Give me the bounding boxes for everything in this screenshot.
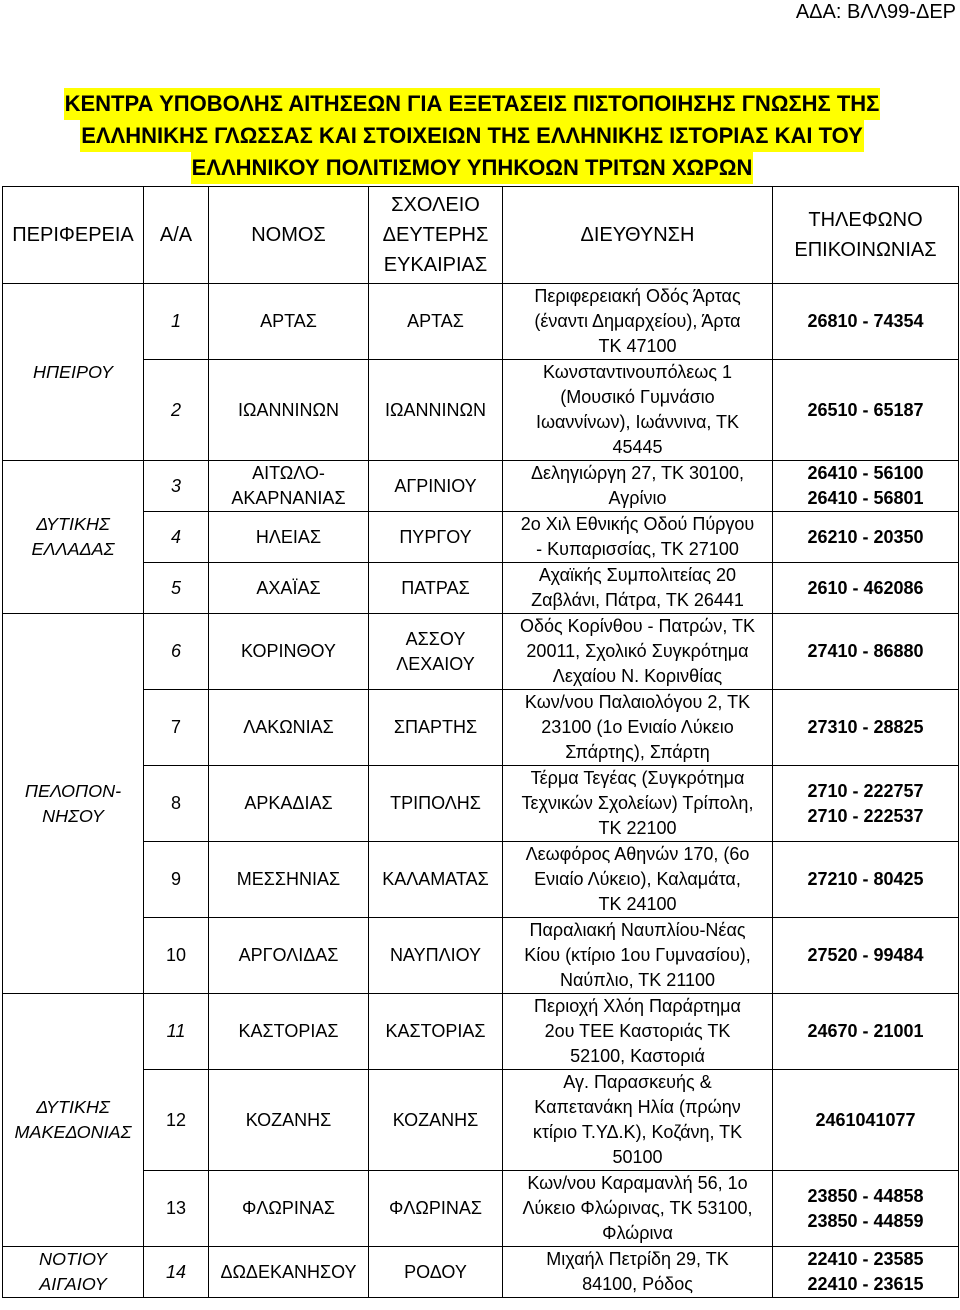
header-address-label: ΔΙΕΥΘΥΝΣΗ: [580, 224, 695, 246]
school-cell: [369, 360, 503, 461]
school-name: ΛΕΧΑΙΟΥ: [396, 653, 475, 674]
phone-number: 24670 - 21001: [807, 1021, 924, 1041]
table-row: [3, 918, 959, 994]
row-number: 9: [144, 842, 209, 918]
header-phone-label: ΤΗΛΕΦΩΝΟ: [808, 209, 923, 231]
school-cell: [369, 1070, 503, 1171]
address-cell: [503, 563, 773, 614]
nomos-name: ΑΙΤΩΛΟ-: [252, 463, 325, 483]
nomos-name: ΑΡΤΑΣ: [260, 311, 317, 331]
row-number: 3: [144, 461, 209, 512]
address-line: ΤΚ 22100: [598, 818, 677, 838]
phone-number: 2610 - 462086: [807, 577, 924, 598]
phone-number: 27210 - 80425: [807, 869, 924, 889]
header-phone: [773, 187, 959, 284]
phone-number: 22410 - 23615: [807, 1274, 924, 1294]
table-row: [3, 563, 959, 614]
address-line: 50100: [612, 1147, 663, 1167]
address-line: Κωνσταντινουπόλεως 1: [542, 362, 733, 382]
school-cell: [369, 461, 503, 512]
phone-number: 26510 - 65187: [807, 399, 924, 420]
address-line: 2ο Χιλ Εθνικής Οδού Πύργου: [520, 514, 755, 534]
phone-number: 27520 - 99484: [807, 945, 924, 965]
table-row: [3, 690, 959, 766]
row-number: 1: [144, 284, 209, 360]
title-line: [0, 120, 944, 152]
nomos-cell: [209, 614, 369, 690]
phone-cell: [773, 842, 959, 918]
nomos-cell: [209, 690, 369, 766]
nomos-cell: [209, 918, 369, 994]
region-cell: [3, 994, 144, 1247]
phone-cell: [773, 690, 959, 766]
address-line: (Μουσικό Γυμνάσιο: [560, 387, 715, 407]
nomos-name: ΔΩΔΕΚΑΝΗΣΟΥ: [220, 1261, 357, 1282]
address-line: Μιχαήλ Πετρίδη 29, ΤΚ: [546, 1249, 729, 1269]
ada-code: ΑΔΑ: ΒΛΛ99-ΔΕΡ: [795, 1, 956, 23]
region-name: ΕΛΛΑΔΑΣ: [31, 539, 115, 559]
school-name: ΚΑΣΤΟΡΙΑΣ: [385, 1021, 486, 1041]
address-cell: [503, 512, 773, 563]
phone-number: 22410 - 23585: [807, 1249, 924, 1269]
nomos-name: ΦΛΩΡΙΝΑΣ: [242, 1198, 335, 1218]
nomos-name: ΑΡΚΑΔΙΑΣ: [244, 793, 333, 813]
address-cell: [503, 1171, 773, 1247]
nomos-cell: [209, 1070, 369, 1171]
address-cell: [503, 1247, 773, 1298]
region-cell: [3, 614, 144, 994]
nomos-cell: [209, 563, 369, 614]
nomos-name: ΛΑΚΩΝΙΑΣ: [243, 717, 334, 737]
nomos-name: ΚΟΡΙΝΘΟΥ: [241, 641, 336, 661]
phone-cell: [773, 512, 959, 563]
header-aa: [144, 187, 209, 284]
table-row: [3, 1171, 959, 1247]
nomos-name: ΚΟΖΑΝΗΣ: [245, 1109, 332, 1130]
phone-cell: [773, 918, 959, 994]
address-cell: [503, 284, 773, 360]
school-cell: [369, 918, 503, 994]
address-line: Καπετανάκη Ηλία (πρώην: [534, 1097, 741, 1117]
table-row: [3, 360, 959, 461]
table-row: [3, 512, 959, 563]
school-name: ΑΣΣΟΥ: [405, 628, 466, 649]
header-school-label: ΔΕΥΤΕΡΗΣ: [382, 224, 489, 246]
phone-cell: [773, 360, 959, 461]
region-name: ΑΙΓΑΙΟΥ: [39, 1274, 107, 1294]
region-cell: [3, 284, 144, 461]
table-row: [3, 461, 959, 512]
address-line: Ναύπλιο, ΤΚ 21100: [559, 970, 716, 990]
address-line: 20011, Σχολικό Συγκρότημα: [526, 641, 749, 661]
title-line: [0, 88, 944, 120]
region-cell: [3, 461, 144, 614]
table-row: [3, 1070, 959, 1171]
address-line: 84100, Ρόδος: [582, 1274, 693, 1294]
row-number: 13: [144, 1171, 209, 1247]
table-row: [3, 994, 959, 1070]
header-region-label: ΠΕΡΙΦΕΡΕΙΑ: [12, 224, 134, 246]
school-cell: [369, 842, 503, 918]
nomos-name: ΑΡΓΟΛΙΔΑΣ: [238, 945, 339, 965]
table-body: [3, 284, 959, 1298]
phone-cell: [773, 1070, 959, 1171]
nomos-name: ΑΚΑΡΝΑΝΙΑΣ: [231, 488, 346, 508]
header-school-label: ΣΧΟΛΕΙΟ: [391, 194, 480, 216]
phone-cell: [773, 284, 959, 360]
nomos-cell: [209, 1171, 369, 1247]
region-cell: [3, 1247, 144, 1298]
region-name: ΝΟΤΙΟΥ: [38, 1249, 108, 1269]
region-name: ΔΥΤΙΚΗΣ: [36, 514, 110, 534]
address-line: Δεληγιώργη 27, ΤΚ 30100,: [530, 463, 745, 483]
address-line: Περιοχή Χλόη Παράρτημα: [534, 996, 741, 1016]
phone-number: 26810 - 74354: [807, 311, 924, 331]
address-line: Ενιαίο Λύκειο), Καλαμάτα,: [534, 869, 741, 889]
nomos-name: ΚΑΣΤΟΡΙΑΣ: [238, 1021, 339, 1041]
school-cell: [369, 690, 503, 766]
phone-cell: [773, 461, 959, 512]
header-school-label: ΕΥΚΑΙΡΙΑΣ: [383, 254, 488, 276]
address-line: Λύκειο Φλώρινας, ΤΚ 53100,: [522, 1198, 753, 1218]
address-line: (έναντι Δημαρχείου), Άρτα: [534, 311, 741, 331]
region-name: ΠΕΛΟΠΟΝ-: [24, 780, 122, 801]
header-school: [369, 187, 503, 284]
phone-number: 27310 - 28825: [807, 717, 924, 737]
address-line: 23100 (1ο Ενιαίο Λύκειο: [541, 717, 734, 737]
nomos-cell: [209, 842, 369, 918]
phone-cell: [773, 994, 959, 1070]
header-address: [503, 187, 773, 284]
nomos-name: ΗΛΕΙΑΣ: [255, 526, 322, 547]
row-number: 6: [144, 614, 209, 690]
school-name: ΦΛΩΡΙΝΑΣ: [389, 1198, 482, 1218]
school-cell: [369, 614, 503, 690]
row-number: 2: [144, 360, 209, 461]
nomos-cell: [209, 994, 369, 1070]
school-cell: [369, 1171, 503, 1247]
address-line: 45445: [612, 437, 663, 457]
school-name: ΚΟΖΑΝΗΣ: [392, 1109, 479, 1130]
school-cell: [369, 563, 503, 614]
title-line-text: ΕΛΛΗΝΙΚΟΥ ΠΟΛΙΤΙΣΜΟΥ ΥΠΗΚΟΩΝ ΤΡΙΤΩΝ ΧΩΡΩΝ: [191, 152, 754, 184]
row-number: 5: [144, 563, 209, 614]
address-cell: [503, 614, 773, 690]
address-line: ΤΚ 47100: [598, 336, 677, 356]
address-line: Κων/νου Καραμανλή 56, 1ο: [527, 1173, 748, 1193]
submission-centers-table: [2, 186, 959, 1298]
phone-number: 23850 - 44859: [807, 1210, 924, 1231]
school-cell: [369, 1247, 503, 1298]
phone-number: 2461041077: [815, 1109, 916, 1130]
address-cell: [503, 1070, 773, 1171]
address-line: 2ου ΤΕΕ Καστοριάς ΤΚ: [544, 1021, 731, 1041]
phone-number: 2710 - 222537: [807, 805, 924, 826]
phone-cell: [773, 563, 959, 614]
address-line: Περιφερειακή Οδός Άρτας: [534, 286, 741, 306]
row-number: 4: [144, 512, 209, 563]
nomos-cell: [209, 512, 369, 563]
phone-cell: [773, 1171, 959, 1247]
row-number: 11: [144, 994, 209, 1070]
phone-number: 23850 - 44858: [807, 1185, 924, 1206]
region-name: ΝΗΣΟΥ: [42, 805, 104, 826]
address-line: Φλώρινα: [602, 1223, 673, 1243]
address-line: Λεχαίου Ν. Κορινθίας: [552, 666, 723, 686]
school-name: ΣΠΑΡΤΗΣ: [393, 717, 478, 737]
address-cell: [503, 461, 773, 512]
title-line: [0, 152, 944, 184]
address-cell: [503, 994, 773, 1070]
address-line: Κίου (κτίριο 1ου Γυμνασίου),: [524, 945, 751, 965]
region-name: ΗΠΕΙΡΟΥ: [32, 361, 114, 382]
row-number: 8: [144, 766, 209, 842]
school-cell: [369, 766, 503, 842]
title-line-text: ΕΛΛΗΝΙΚΗΣ ΓΛΩΣΣΑΣ ΚΑΙ ΣΤΟΙΧΕΙΩΝ ΤΗΣ ΕΛΛΗΝΙΚΗΣ ΙΣΤΟΡΙΑΣ ΚΑΙ ΤΟΥ: [80, 120, 864, 152]
phone-number: 26210 - 20350: [807, 526, 924, 547]
phone-number: 26410 - 56801: [807, 488, 924, 508]
address-line: Ιωαννίνων), Ιωάννινα, ΤΚ: [535, 412, 740, 432]
address-cell: [503, 690, 773, 766]
school-name: ΡΟΔΟΥ: [404, 1261, 467, 1282]
address-cell: [503, 766, 773, 842]
school-name: ΠΥΡΓΟΥ: [399, 526, 472, 547]
address-line: Σπάρτης), Σπάρτη: [565, 742, 710, 762]
address-cell: [503, 842, 773, 918]
address-line: Ζαβλάνι, Πάτρα, ΤΚ 26441: [531, 590, 744, 610]
school-name: ΤΡΙΠΟΛΗΣ: [390, 793, 481, 813]
nomos-cell: [209, 1247, 369, 1298]
address-line: 52100, Καστοριά: [570, 1046, 705, 1066]
header-nomos-label: ΝΟΜΟΣ: [251, 224, 326, 246]
header-nomos: [209, 187, 369, 284]
school-cell: [369, 994, 503, 1070]
address-line: Οδός Κορίνθου - Πατρών, ΤΚ: [519, 616, 756, 636]
school-name: ΠΑΤΡΑΣ: [401, 577, 470, 598]
nomos-name: ΑΧΑΪΑΣ: [256, 577, 321, 598]
table-row: [3, 1247, 959, 1298]
nomos-name: ΜΕΣΣΗΝΙΑΣ: [236, 869, 341, 889]
address-cell: [503, 918, 773, 994]
table-row: [3, 614, 959, 690]
phone-cell: [773, 766, 959, 842]
row-number: 10: [144, 918, 209, 994]
header-aa-label: Α/Α: [159, 224, 193, 246]
address-line: Τεχνικών Σχολείων) Τρίπολη,: [521, 793, 754, 813]
address-line: Αγ. Παρασκευής &: [563, 1072, 712, 1092]
header-row: [3, 187, 959, 284]
school-name: ΝΑΥΠΛΙΟΥ: [389, 945, 482, 965]
school-cell: [369, 284, 503, 360]
school-name: ΚΑΛΑΜΑΤΑΣ: [382, 869, 489, 889]
address-line: Τέρμα Τεγέας (Συγκρότημα: [530, 768, 745, 788]
address-cell: [503, 360, 773, 461]
region-name: ΜΑΚΕΔΟΝΙΑΣ: [14, 1122, 132, 1142]
table-row: [3, 766, 959, 842]
school-cell: [369, 512, 503, 563]
phone-number: 2710 - 222757: [807, 780, 924, 801]
school-name: ΙΩΑΝΝΙΝΩΝ: [385, 399, 486, 420]
address-line: - Κυπαρισσίας, ΤΚ 27100: [536, 539, 739, 559]
title-line-text: ΚΕΝΤΡΑ ΥΠΟΒΟΛΗΣ ΑΙΤΗΣΕΩΝ ΓΙΑ ΕΞΕΤΑΣΕΙΣ ΠΙΣΤΟΠΟΙΗΣΗΣ ΓΝΩΣΗΣ ΤΗΣ: [64, 88, 881, 120]
address-line: Παραλιακή Ναυπλίου-Νέας: [529, 920, 746, 940]
school-name: ΑΡΤΑΣ: [407, 311, 464, 331]
header-phone-label: ΕΠΙΚΟΙΝΩΝΙΑΣ: [794, 239, 937, 261]
address-line: Λεωφόρος Αθηνών 170, (6ο: [525, 844, 750, 864]
address-line: Κων/νου Παλαιολόγου 2, ΤΚ: [524, 692, 751, 712]
region-name: ΔΥΤΙΚΗΣ: [36, 1097, 110, 1117]
row-number: 12: [144, 1070, 209, 1171]
nomos-cell: [209, 284, 369, 360]
table-row: [3, 842, 959, 918]
phone-number: 27410 - 86880: [807, 641, 924, 661]
row-number: 14: [144, 1247, 209, 1298]
address-line: ΤΚ 24100: [598, 894, 677, 914]
header-region: [3, 187, 144, 284]
school-name: ΑΓΡΙΝΙΟΥ: [394, 475, 477, 496]
nomos-cell: [209, 766, 369, 842]
address-line: Αχαϊκής Συμπολιτείας 20: [538, 565, 737, 585]
phone-cell: [773, 1247, 959, 1298]
nomos-cell: [209, 461, 369, 512]
table-row: [3, 284, 959, 360]
address-line: κτίριο Τ.ΥΔ.Κ), Κοζάνη, ΤΚ: [532, 1122, 743, 1142]
table-header: [3, 187, 959, 284]
nomos-name: ΙΩΑΝΝΙΝΩΝ: [238, 399, 339, 420]
document-title: [0, 88, 944, 184]
row-number: 7: [144, 690, 209, 766]
nomos-cell: [209, 360, 369, 461]
phone-cell: [773, 614, 959, 690]
phone-number: 26410 - 56100: [807, 463, 924, 483]
address-line: Αγρίνιο: [608, 488, 667, 508]
